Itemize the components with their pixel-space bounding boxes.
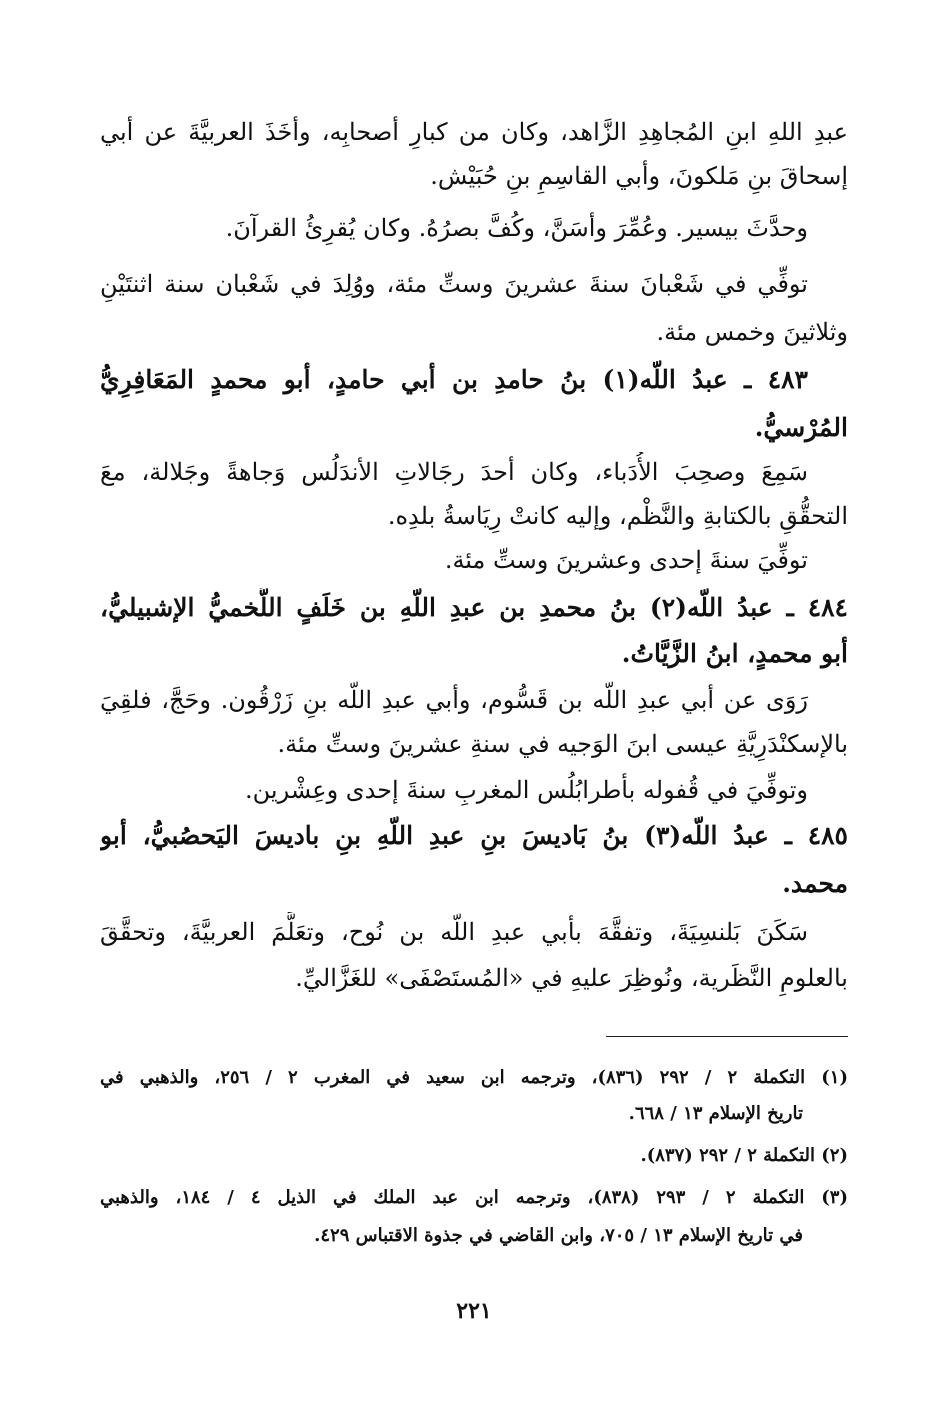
text-line: وحدَّثَ بيسير. وعُمِّرَ وأسَنَّ، وكُفَّ بصرُهُ. وكان يُقرِئُ القرآنَ. xyxy=(225,214,808,242)
text-line: بالعلومِ النَّظَرية، ونُوظِرَ عليهِ في «المُستَصْفَى» للغَزَّاليِّ. xyxy=(295,964,848,992)
footnote-divider xyxy=(606,1036,848,1037)
footnote-line: (٣) التكملة ٢ / ٢٩٣ (٨٣٨)، وترجمه ابن عبد الملك في الذيل ٤ / ١٨٤، والذهبي xyxy=(100,1187,848,1208)
entry-heading: ٤٨٣ ـ عبدُ اللّه(١) بنُ حامدِ بن أبي حامدٍ، أبو محمدٍ المَعَافِرِيُّ xyxy=(100,365,808,394)
entry-heading: ٤٨٥ ـ عبدُ اللّه(٣) بنُ بَاديسَ بنِ عبدِ اللّهِ بنِ باديسَ اليَحصُبيُّ، أبو xyxy=(100,821,848,850)
text-line: إسحاقَ بنِ مَلكونَ، وأبي القاسِمِ بنِ حُبَيْش. xyxy=(430,162,848,190)
page-number: ٢٢١ xyxy=(456,1298,492,1324)
entry-heading: أبو محمدٍ، ابنُ الزَّيَّاتُ. xyxy=(621,639,848,668)
text-line: سَكَنَ بَلنسِيَةَ، وتفقَّهَ بأبي عبدِ اللّه بن نُوح، وتعَلَّمَ العربيَّةَ، وتحقَّقَ xyxy=(100,918,808,946)
text-line: سَمِعَ وصحِبَ الأُدَباء، وكان أحدَ رجَالاتِ الأندَلُس وَجاهةً وجَلالة، معَ xyxy=(100,458,808,486)
text-line: وتوفِّيَ في قُفوله بأطرابُلُس المغربِ سنةَ إحدى وعِشْرين. xyxy=(245,776,808,804)
text-line: توفِّي في شَعْبانَ سنةَ عشرينَ وستِّ مئة، ووُلِدَ في شَعْبان سنة اثنتَيْنِ xyxy=(100,270,808,298)
text-line: التحقُّقِ بالكتابةِ والنَّظْم، وإليه كانتْ رِيَاسةُ بلدِه. xyxy=(387,502,848,530)
footnote-line: (٢) التكملة ٢ / ٢٩٢ (٨٣٧). xyxy=(640,1145,848,1166)
entry-heading: محمد. xyxy=(782,869,848,898)
text-line: رَوَى عن أبي عبدِ اللّه بن قَسُّوم، وأبي عبدِ اللّه بنِ زَرْقُون. وحَجَّ، فلقِيَ xyxy=(100,686,808,714)
footnote-line: تاريخ الإسلام ١٣ / ٦٦٨. xyxy=(628,1103,803,1124)
footnote-line: في تاريخ الإسلام ١٣ / ٧٠٥، وابن القاضي في جذوة الاقتباس ٤٢٩. xyxy=(314,1225,803,1246)
footnote-line: (١) التكملة ٢ / ٢٩٢ (٨٣٦)، وترجمه ابن سعيد في المغرب ٢ / ٢٥٦، والذهبي في xyxy=(100,1067,848,1088)
text-line: بالإسكنْدَرِيَّةِ عيسى ابنَ الوَجيه في سنةِ عشرينَ وستِّ مئة. xyxy=(277,730,848,758)
text-line: توفِّيَ سنةَ إحدى وعشرينَ وستِّ مئة. xyxy=(444,546,808,574)
text-line: وثلاثينَ وخمس مئة. xyxy=(656,318,848,346)
entry-heading: المُرْسيُّ. xyxy=(754,413,848,442)
text-line: عبدِ اللهِ ابنِ المُجاهِدِ الزَّاهد، وكان من كبارِ أصحابِه، وأخَذَ العربيَّةَ عن أبي xyxy=(100,118,848,146)
entry-heading: ٤٨٤ ـ عبدُ اللّه(٢) بنُ محمدِ بن عبدِ اللّهِ بن خَلَفٍ اللَّخميُّ الإشبيليُّ، xyxy=(100,593,848,622)
